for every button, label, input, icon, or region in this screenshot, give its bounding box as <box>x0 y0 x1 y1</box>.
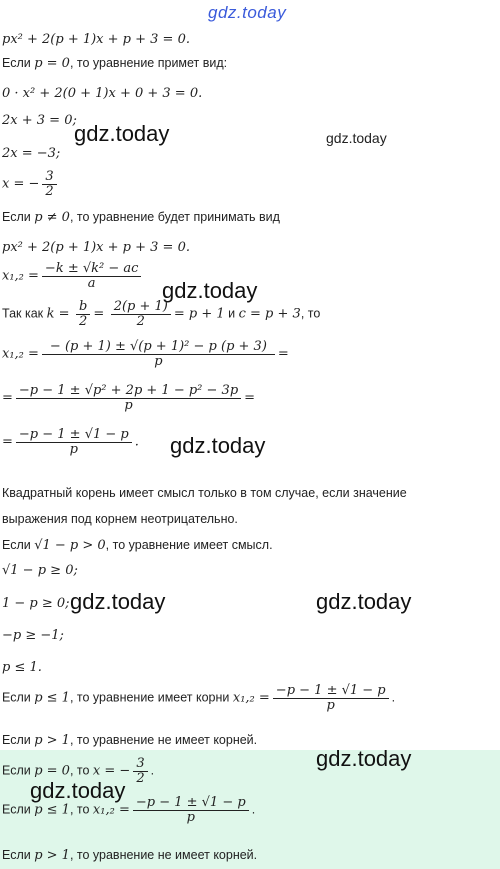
top-watermark: gdz.today <box>208 3 287 22</box>
watermark-label: gdz.today <box>316 589 412 614</box>
equation-line-3: 2x + 3 = 0; <box>2 113 77 128</box>
text-line-3: Так как k = $\frac{b}{2}$ = $\frac{2(p + 1)}{2}$ = p + 1 и c = p + 3, то <box>2 299 321 329</box>
answer-line-1: Если p = 0, то x = − $\frac{3}{2}$ . <box>2 756 155 786</box>
equation-line-14: p ≤ 1. <box>2 660 42 675</box>
equation-line-10: = $\frac{-p - 1 \pm √1 - p}{p}$ . <box>2 427 139 457</box>
equation-line-6: px² + 2(p + 1)x + p + 3 = 0. <box>2 240 190 255</box>
equation-line-9: = $\frac{\text{−p − 1 ± √p² + 2p + 1 − p² − 3p}}{p}$ = <box>2 383 256 413</box>
watermark-label: gdz.today <box>74 121 170 146</box>
equation-line-4: 2x = −3; <box>2 146 61 161</box>
text-line-4: Квадратный корень имеет смысл только в том случае, если значение <box>2 486 407 500</box>
equation-line-5: x = − $\frac{3}{2}$ <box>2 170 60 198</box>
text-line-1: Если p = 0, то уравнение примет вид: <box>2 56 228 71</box>
equation-line-13: −p ≥ −1; <box>2 628 64 643</box>
equation-line-2: 0 · x² + 2(0 + 1)x + 0 + 3 = 0. <box>2 86 203 101</box>
text-line-8: Если p > 1, то уравнение не имеет корней. <box>2 733 258 748</box>
watermark-label: gdz.today <box>170 433 266 458</box>
watermark-label: gdz.today <box>162 278 258 303</box>
text-line-6: Если √1 − p > 0, то уравнение имеет смысл. <box>2 538 273 553</box>
answer-line-2: Если p ≤ 1, то x₁,₂ = $\frac{-p - 1 \pm √1 - p}{p}$ . <box>2 795 256 825</box>
watermark-label: gdz.today <box>316 746 412 771</box>
equation-line-7: x₁,₂ = $\frac{\text{−k ± √k² − ac}}{a}$ <box>2 262 144 290</box>
watermark-label: gdz.today <box>326 130 387 146</box>
text-line-2: Если p ≠ 0, то уравнение будет принимать вид <box>2 210 280 225</box>
equation-line-12: 1 − p ≥ 0; <box>2 596 70 611</box>
equation-line-1: px² + 2(p + 1)x + p + 3 = 0. <box>2 32 190 47</box>
text-line-5: выражения под корнем неотрицательно. <box>2 512 238 526</box>
text-line-7: Если p ≤ 1, то уравнение имеет корни x₁,₂ = $\frac{-p - 1 \pm √1 - p}{p}$ . <box>2 683 396 713</box>
watermark-label: gdz.today <box>70 589 166 614</box>
answer-line-3: Если p > 1, то уравнение не имеет корней. <box>2 848 258 863</box>
watermark-label: gdz.today <box>30 778 126 803</box>
equation-line-11: √1 − p ≥ 0; <box>2 563 78 578</box>
equation-line-8: x₁,₂ = $\frac{\text{− (p + 1) ± √(p + 1)² − p (p + 3)}}{p}$ = <box>2 339 289 369</box>
